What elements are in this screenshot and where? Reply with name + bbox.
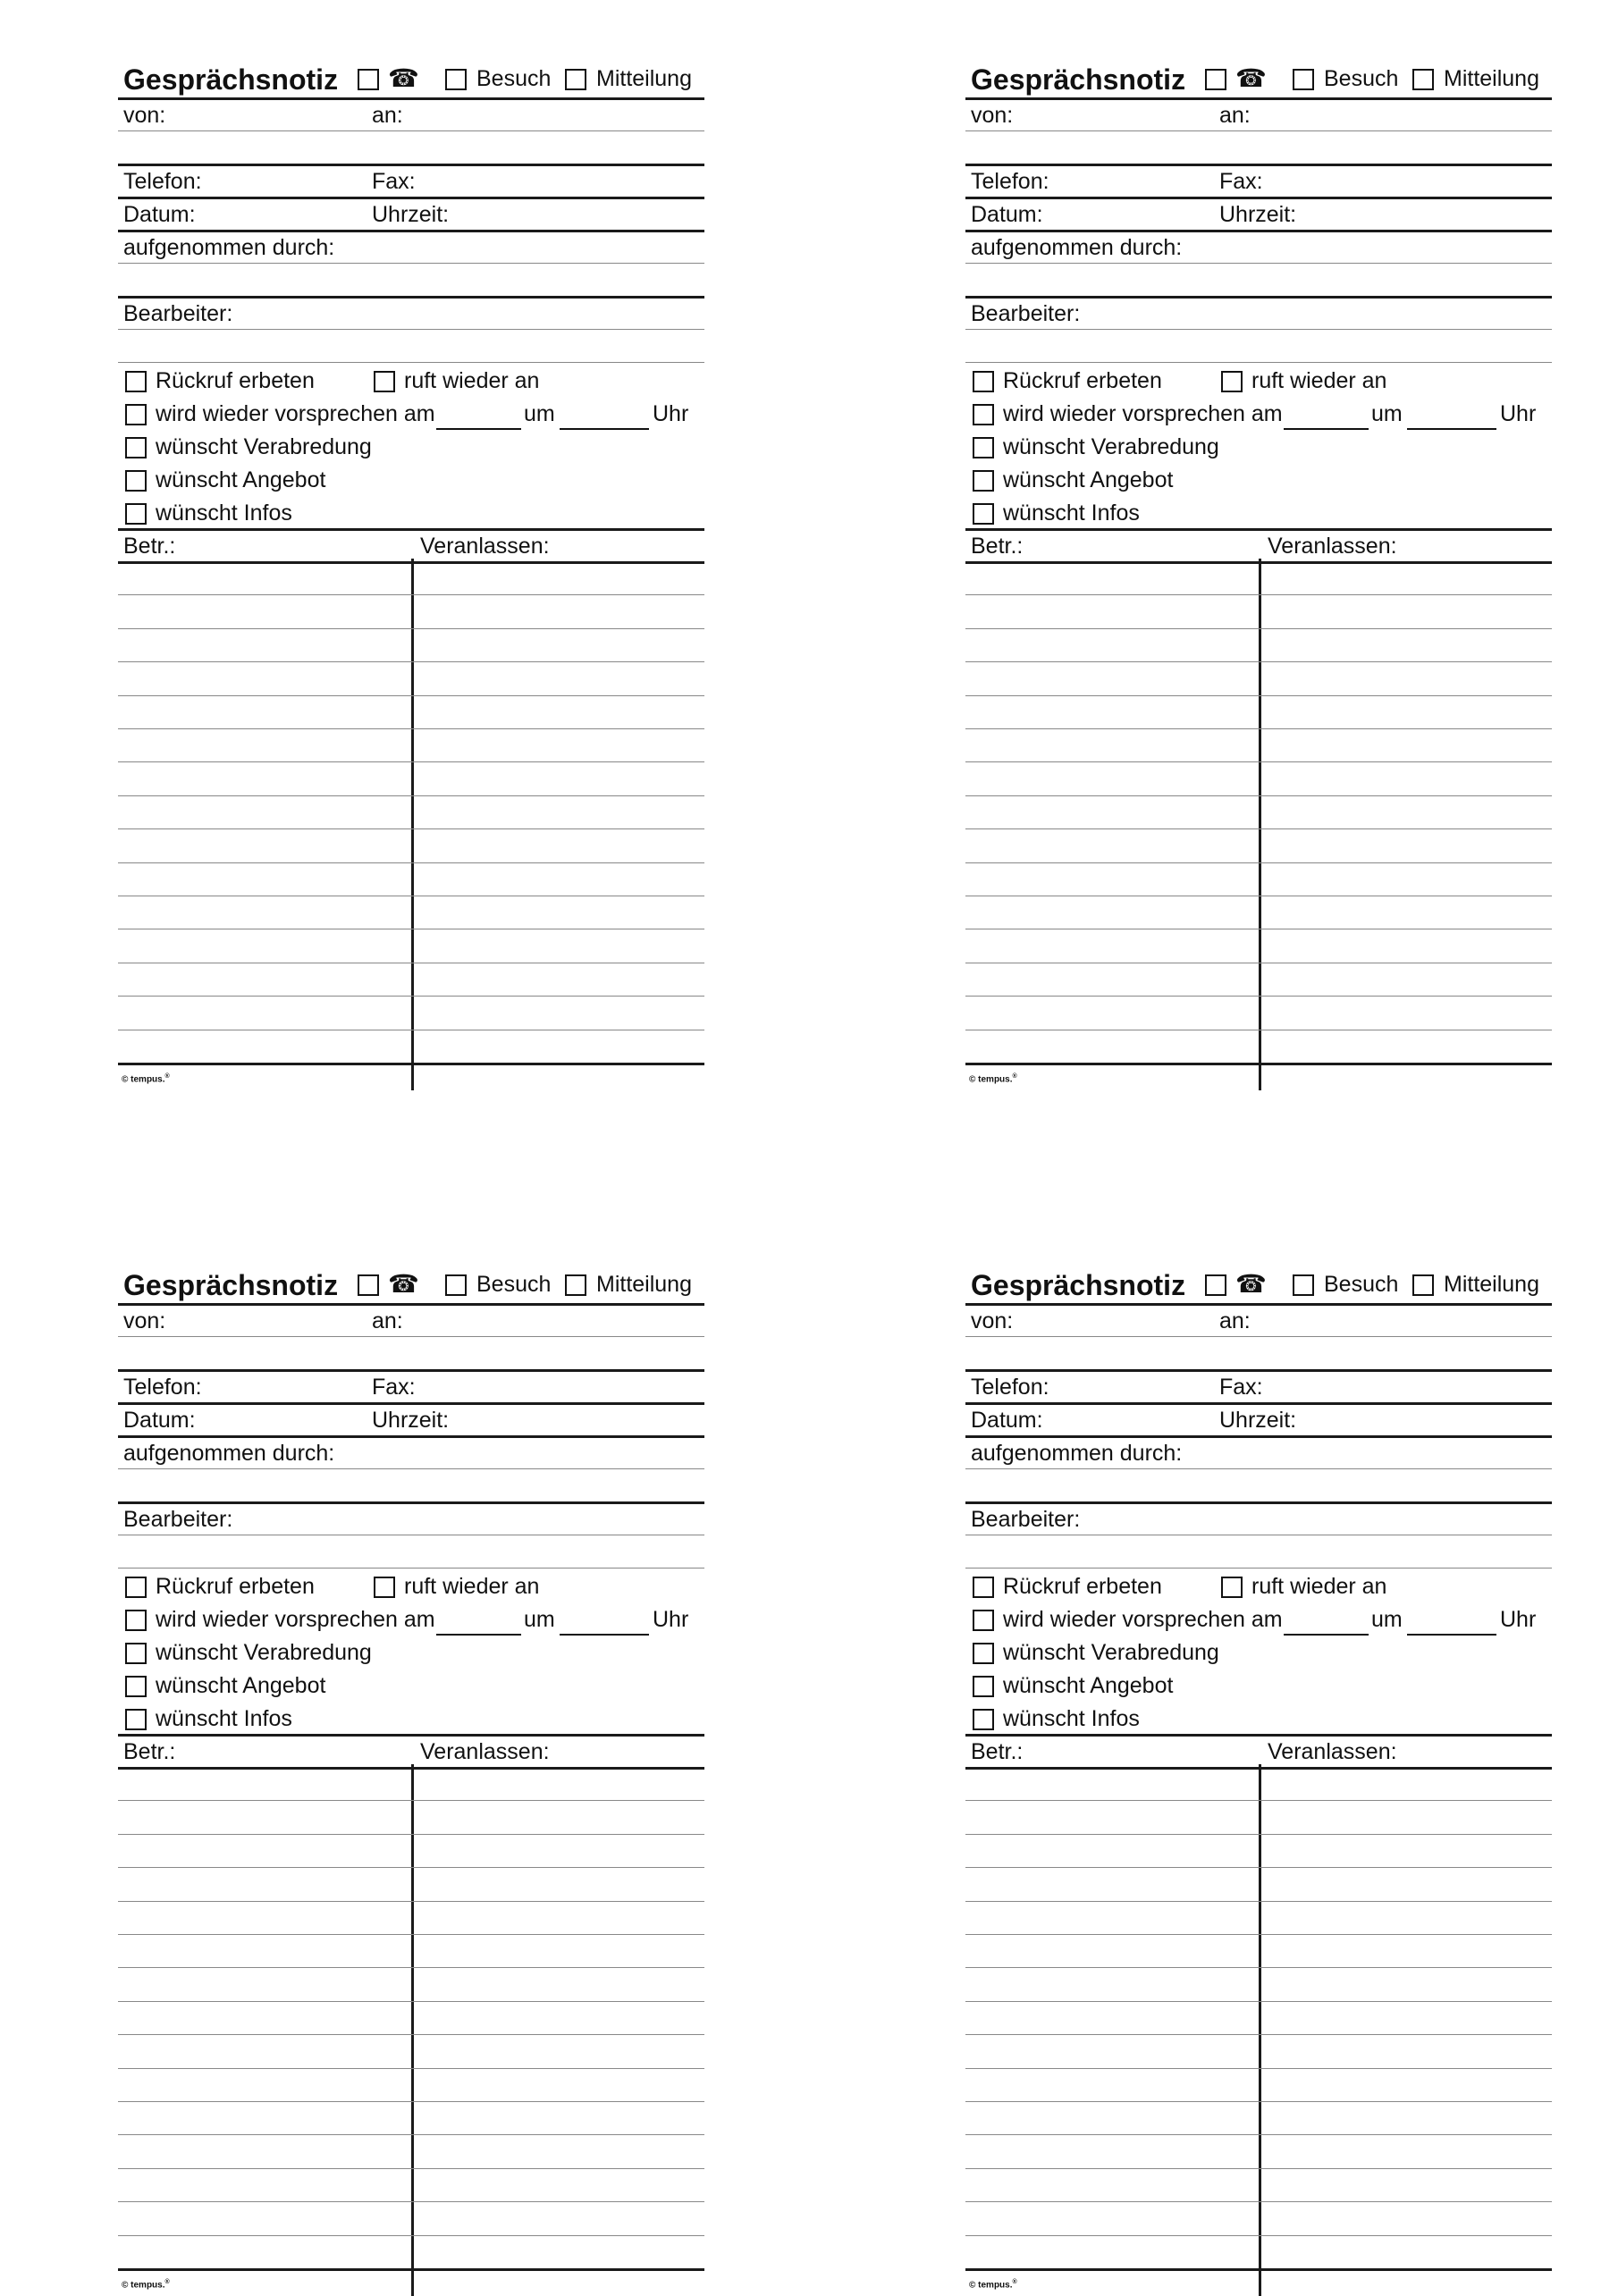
phone-label: Telefon: bbox=[123, 169, 202, 194]
calls-again-label: ruft wieder an bbox=[404, 1574, 540, 1599]
action-header: Veranlassen: bbox=[1268, 534, 1397, 559]
table-row-line[interactable] bbox=[965, 695, 1552, 696]
calls-again-label: ruft wieder an bbox=[404, 368, 540, 393]
visit-again-checkbox[interactable] bbox=[125, 404, 147, 425]
table-top-border bbox=[965, 528, 1552, 531]
divider bbox=[965, 362, 1552, 363]
divider bbox=[118, 1336, 704, 1337]
table-row-line[interactable] bbox=[965, 628, 1552, 629]
to-label: an: bbox=[1219, 103, 1251, 128]
phone-label: Telefon: bbox=[971, 1375, 1049, 1400]
phone-checkbox[interactable] bbox=[358, 1274, 379, 1296]
divider bbox=[965, 97, 1552, 100]
divider bbox=[118, 329, 704, 330]
table-column-divider bbox=[1259, 1764, 1261, 2296]
table-row-line[interactable] bbox=[965, 996, 1552, 997]
divider bbox=[965, 263, 1552, 264]
action-header: Veranlassen: bbox=[420, 534, 550, 559]
time-label: Uhrzeit: bbox=[372, 1408, 450, 1433]
visit-checkbox[interactable] bbox=[445, 69, 467, 90]
info-checkbox[interactable] bbox=[973, 503, 994, 525]
received-by-label: aufgenommen durch: bbox=[123, 1441, 335, 1466]
callback-label: Rückruf erbeten bbox=[156, 1574, 315, 1599]
callback-label: Rückruf erbeten bbox=[156, 368, 315, 393]
divider bbox=[118, 1468, 704, 1469]
oclock-label: Uhr bbox=[653, 1607, 689, 1632]
received-by-label: aufgenommen durch: bbox=[971, 235, 1183, 260]
divider bbox=[118, 296, 704, 299]
table-top-border bbox=[965, 1734, 1552, 1737]
phone-checkbox[interactable] bbox=[1205, 69, 1226, 90]
message-checkbox[interactable] bbox=[565, 69, 586, 90]
received-by-label: aufgenommen durch: bbox=[123, 235, 335, 260]
divider bbox=[118, 1435, 704, 1438]
message-label: Mitteilung bbox=[1444, 1272, 1539, 1297]
visit-again-label: wird wieder vorsprechen am bbox=[156, 401, 435, 426]
to-label: an: bbox=[372, 103, 403, 128]
date-label: Datum: bbox=[971, 202, 1043, 227]
callback-checkbox[interactable] bbox=[125, 1577, 147, 1598]
table-row-line[interactable] bbox=[118, 2068, 704, 2069]
date-label: Datum: bbox=[971, 1408, 1043, 1433]
time-label: Uhrzeit: bbox=[1219, 1408, 1297, 1433]
fax-label: Fax: bbox=[372, 1375, 416, 1400]
copyright-note: © tempus.® bbox=[122, 2279, 170, 2291]
at-label: um bbox=[1371, 1607, 1403, 1632]
table-row-line[interactable] bbox=[118, 862, 704, 863]
callback-label: Rückruf erbeten bbox=[1003, 1574, 1162, 1599]
table-top-border bbox=[118, 528, 704, 531]
calls-again-label: ruft wieder an bbox=[1251, 1574, 1387, 1599]
from-label: von: bbox=[971, 103, 1014, 128]
appointment-label: wünscht Verabredung bbox=[1003, 434, 1219, 459]
table-bottom-border[interactable] bbox=[118, 1063, 704, 1065]
table-column-divider bbox=[411, 1764, 414, 2296]
phone-label: Telefon: bbox=[971, 169, 1049, 194]
phone-memo-form bbox=[118, 58, 704, 1086]
table-row-line[interactable] bbox=[965, 2134, 1552, 2135]
table-row-line[interactable] bbox=[965, 1834, 1552, 1835]
oclock-label: Uhr bbox=[1500, 1607, 1537, 1632]
offer-checkbox[interactable] bbox=[125, 470, 147, 492]
message-label: Mitteilung bbox=[596, 66, 692, 91]
at-label: um bbox=[524, 1607, 555, 1632]
table-row-line[interactable] bbox=[118, 761, 704, 762]
divider bbox=[965, 296, 1552, 299]
divider bbox=[118, 1568, 704, 1569]
table-row-line[interactable] bbox=[965, 2068, 1552, 2069]
appointment-checkbox[interactable] bbox=[973, 437, 994, 458]
divider bbox=[965, 1568, 1552, 1569]
table-row-line[interactable] bbox=[118, 628, 704, 629]
telephone-icon: ☎ bbox=[1235, 1270, 1267, 1298]
table-bottom-border[interactable] bbox=[118, 2268, 704, 2271]
table-row-line[interactable] bbox=[118, 728, 704, 729]
appointment-label: wünscht Verabredung bbox=[1003, 1640, 1219, 1665]
visit-checkbox[interactable] bbox=[1293, 69, 1314, 90]
oclock-label: Uhr bbox=[1500, 401, 1537, 426]
divider bbox=[118, 130, 704, 131]
action-header: Veranlassen: bbox=[1268, 1739, 1397, 1764]
info-checkbox[interactable] bbox=[973, 1709, 994, 1730]
table-row-line[interactable] bbox=[965, 661, 1552, 662]
info-label: wünscht Infos bbox=[1003, 500, 1140, 526]
visit-again-checkbox[interactable] bbox=[125, 1610, 147, 1631]
divider bbox=[965, 329, 1552, 330]
divider bbox=[118, 263, 704, 264]
phone-memo-form bbox=[965, 58, 1552, 1086]
table-row-line[interactable] bbox=[118, 828, 704, 829]
calls-again-checkbox[interactable] bbox=[374, 1577, 395, 1598]
fax-label: Fax: bbox=[1219, 1375, 1263, 1400]
offer-label: wünscht Angebot bbox=[1003, 1673, 1174, 1698]
table-row-line[interactable] bbox=[965, 1967, 1552, 1968]
memo-top-left bbox=[118, 58, 704, 1086]
time-label: Uhrzeit: bbox=[1219, 202, 1297, 227]
table-bottom-border[interactable] bbox=[965, 2268, 1552, 2271]
table-row-line[interactable] bbox=[965, 828, 1552, 829]
visit-again-label: wird wieder vorsprechen am bbox=[1003, 1607, 1283, 1632]
appointment-checkbox[interactable] bbox=[973, 1643, 994, 1664]
table-row-line[interactable] bbox=[118, 1934, 704, 1935]
visit-again-label: wird wieder vorsprechen am bbox=[156, 1607, 435, 1632]
visit-checkbox[interactable] bbox=[445, 1274, 467, 1296]
table-row-line[interactable] bbox=[118, 1967, 704, 1968]
table-row-line[interactable] bbox=[118, 2168, 704, 2169]
table-row-line[interactable] bbox=[965, 594, 1552, 595]
to-label: an: bbox=[1219, 1308, 1251, 1333]
phone-memo-form bbox=[965, 1264, 1552, 2292]
table-row-line[interactable] bbox=[118, 1867, 704, 1868]
table-row-line[interactable] bbox=[965, 761, 1552, 762]
info-checkbox[interactable] bbox=[125, 503, 147, 525]
divider bbox=[118, 97, 704, 100]
visit-again-label: wird wieder vorsprechen am bbox=[1003, 401, 1283, 426]
phone-memo-form bbox=[118, 1264, 704, 2292]
callback-checkbox[interactable] bbox=[125, 371, 147, 392]
table-row-line[interactable] bbox=[965, 795, 1552, 796]
table-row-line[interactable] bbox=[965, 2168, 1552, 2169]
visit-time-line[interactable] bbox=[560, 1634, 649, 1636]
table-row-line[interactable] bbox=[965, 1867, 1552, 1868]
date-label: Datum: bbox=[123, 202, 196, 227]
table-row-line[interactable] bbox=[118, 1901, 704, 1902]
divider bbox=[118, 197, 704, 199]
visit-time-line[interactable] bbox=[560, 428, 649, 430]
table-row-line[interactable] bbox=[118, 661, 704, 662]
divider bbox=[118, 1369, 704, 1372]
subject-header: Betr.: bbox=[123, 534, 176, 559]
table-row-line[interactable] bbox=[118, 695, 704, 696]
time-label: Uhrzeit: bbox=[372, 202, 450, 227]
telephone-icon: ☎ bbox=[388, 64, 419, 92]
date-label: Datum: bbox=[123, 1408, 196, 1433]
offer-label: wünscht Angebot bbox=[156, 1673, 326, 1698]
table-top-border bbox=[118, 1734, 704, 1737]
table-bottom-border[interactable] bbox=[965, 1063, 1552, 1065]
table-row-line[interactable] bbox=[118, 996, 704, 997]
handler-label: Bearbeiter: bbox=[123, 301, 233, 326]
table-row-line[interactable] bbox=[965, 2034, 1552, 2035]
appointment-label: wünscht Verabredung bbox=[156, 1640, 372, 1665]
table-row-line[interactable] bbox=[118, 2201, 704, 2202]
visit-date-line[interactable] bbox=[1284, 428, 1369, 430]
table-row-line[interactable] bbox=[118, 2235, 704, 2236]
table-row-line[interactable] bbox=[965, 2235, 1552, 2236]
phone-checkbox[interactable] bbox=[358, 69, 379, 90]
callback-label: Rückruf erbeten bbox=[1003, 368, 1162, 393]
callback-checkbox[interactable] bbox=[973, 371, 994, 392]
table-row-line[interactable] bbox=[118, 2034, 704, 2035]
memo-bottom-right bbox=[965, 1264, 1552, 2292]
from-label: von: bbox=[971, 1308, 1014, 1333]
subject-header: Betr.: bbox=[971, 534, 1024, 559]
offer-checkbox[interactable] bbox=[973, 470, 994, 492]
divider bbox=[965, 1303, 1552, 1306]
table-row-line[interactable] bbox=[118, 1800, 704, 1801]
calls-again-label: ruft wieder an bbox=[1251, 368, 1387, 393]
appointment-label: wünscht Verabredung bbox=[156, 434, 372, 459]
form-title: Gesprächsnotiz bbox=[123, 63, 339, 96]
form-title: Gesprächsnotiz bbox=[971, 1269, 1186, 1301]
table-row-line[interactable] bbox=[118, 795, 704, 796]
appointment-checkbox[interactable] bbox=[125, 1643, 147, 1664]
handler-label: Bearbeiter: bbox=[123, 1507, 233, 1532]
divider bbox=[965, 1435, 1552, 1438]
memo-top-right bbox=[965, 58, 1552, 1086]
divider bbox=[965, 1402, 1552, 1405]
copyright-note: © tempus.® bbox=[969, 1073, 1017, 1085]
table-column-divider bbox=[411, 559, 414, 1090]
table-row-line[interactable] bbox=[118, 2134, 704, 2135]
table-row-line[interactable] bbox=[965, 728, 1552, 729]
fax-label: Fax: bbox=[372, 169, 416, 194]
divider bbox=[965, 1369, 1552, 1372]
table-row-line[interactable] bbox=[118, 2101, 704, 2102]
phone-checkbox[interactable] bbox=[1205, 1274, 1226, 1296]
visit-label: Besuch bbox=[476, 66, 552, 91]
oclock-label: Uhr bbox=[653, 401, 689, 426]
divider bbox=[118, 230, 704, 232]
divider bbox=[965, 1336, 1552, 1337]
message-checkbox[interactable] bbox=[565, 1274, 586, 1296]
handler-label: Bearbeiter: bbox=[971, 301, 1081, 326]
from-label: von: bbox=[123, 1308, 166, 1333]
visit-date-line[interactable] bbox=[436, 1634, 521, 1636]
from-label: von: bbox=[123, 103, 166, 128]
appointment-checkbox[interactable] bbox=[125, 437, 147, 458]
telephone-icon: ☎ bbox=[388, 1270, 419, 1298]
table-row-line[interactable] bbox=[118, 1834, 704, 1835]
handler-label: Bearbeiter: bbox=[971, 1507, 1081, 1532]
telephone-icon: ☎ bbox=[1235, 64, 1267, 92]
table-row-line[interactable] bbox=[965, 2101, 1552, 2102]
table-row-line[interactable] bbox=[965, 2201, 1552, 2202]
fax-label: Fax: bbox=[1219, 169, 1263, 194]
visit-time-line[interactable] bbox=[1407, 428, 1496, 430]
divider bbox=[965, 230, 1552, 232]
form-title: Gesprächsnotiz bbox=[123, 1269, 339, 1301]
to-label: an: bbox=[372, 1308, 403, 1333]
visit-again-checkbox[interactable] bbox=[973, 404, 994, 425]
memo-bottom-left bbox=[118, 1264, 704, 2292]
divider bbox=[965, 197, 1552, 199]
table-row-line[interactable] bbox=[965, 2001, 1552, 2002]
calls-again-checkbox[interactable] bbox=[374, 371, 395, 392]
visit-date-line[interactable] bbox=[436, 428, 521, 430]
divider bbox=[118, 1303, 704, 1306]
info-label: wünscht Infos bbox=[1003, 1706, 1140, 1731]
info-label: wünscht Infos bbox=[156, 1706, 292, 1731]
subject-header: Betr.: bbox=[123, 1739, 176, 1764]
form-title: Gesprächsnotiz bbox=[971, 63, 1186, 96]
table-row-line[interactable] bbox=[965, 1934, 1552, 1935]
divider bbox=[118, 164, 704, 166]
table-row-line[interactable] bbox=[965, 1800, 1552, 1801]
table-row-line[interactable] bbox=[118, 594, 704, 595]
divider bbox=[965, 1468, 1552, 1469]
visit-label: Besuch bbox=[1324, 66, 1399, 91]
message-label: Mitteilung bbox=[1444, 66, 1539, 91]
visit-time-line[interactable] bbox=[1407, 1634, 1496, 1636]
copyright-note: © tempus.® bbox=[122, 1073, 170, 1085]
divider bbox=[965, 130, 1552, 131]
offer-label: wünscht Angebot bbox=[156, 467, 326, 492]
visit-label: Besuch bbox=[1324, 1272, 1399, 1297]
visit-label: Besuch bbox=[476, 1272, 552, 1297]
calls-again-checkbox[interactable] bbox=[1221, 1577, 1243, 1598]
message-checkbox[interactable] bbox=[1412, 69, 1434, 90]
table-row-line[interactable] bbox=[965, 1901, 1552, 1902]
subject-header: Betr.: bbox=[971, 1739, 1024, 1764]
info-checkbox[interactable] bbox=[125, 1709, 147, 1730]
visit-date-line[interactable] bbox=[1284, 1634, 1369, 1636]
message-label: Mitteilung bbox=[596, 1272, 692, 1297]
divider bbox=[118, 1501, 704, 1504]
offer-label: wünscht Angebot bbox=[1003, 467, 1174, 492]
offer-checkbox[interactable] bbox=[973, 1676, 994, 1697]
visit-again-checkbox[interactable] bbox=[973, 1610, 994, 1631]
received-by-label: aufgenommen durch: bbox=[971, 1441, 1183, 1466]
table-column-divider bbox=[1259, 559, 1261, 1090]
phone-label: Telefon: bbox=[123, 1375, 202, 1400]
offer-checkbox[interactable] bbox=[125, 1676, 147, 1697]
callback-checkbox[interactable] bbox=[973, 1577, 994, 1598]
table-row-line[interactable] bbox=[965, 862, 1552, 863]
calls-again-checkbox[interactable] bbox=[1221, 371, 1243, 392]
divider bbox=[118, 362, 704, 363]
divider bbox=[965, 164, 1552, 166]
divider bbox=[965, 1501, 1552, 1504]
copyright-note: © tempus.® bbox=[969, 2279, 1017, 2291]
divider bbox=[118, 1402, 704, 1405]
at-label: um bbox=[524, 401, 555, 426]
table-row-line[interactable] bbox=[118, 2001, 704, 2002]
message-checkbox[interactable] bbox=[1412, 1274, 1434, 1296]
action-header: Veranlassen: bbox=[420, 1739, 550, 1764]
visit-checkbox[interactable] bbox=[1293, 1274, 1314, 1296]
at-label: um bbox=[1371, 401, 1403, 426]
info-label: wünscht Infos bbox=[156, 500, 292, 526]
